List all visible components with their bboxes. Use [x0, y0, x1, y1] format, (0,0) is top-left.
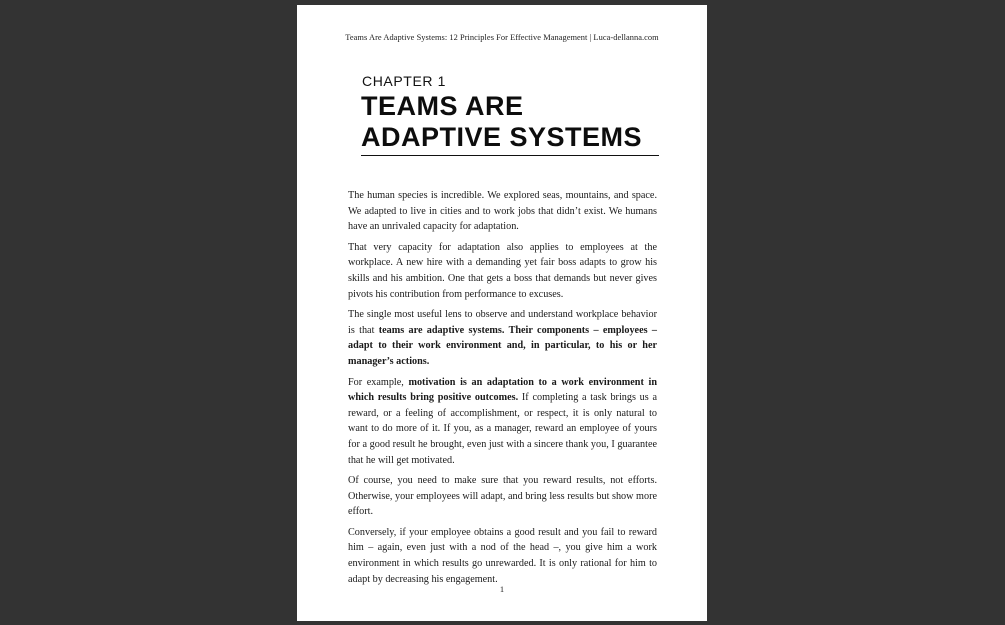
paragraph-2: That very capacity for adaptation also applies to employees at the workplace. A new hire with a demanding yet fair boss adapts to grow his skills and his ambition. One that gets a boss that demands but never gives pivots his contribution from performance to excuses.	[348, 241, 657, 300]
running-header: Teams Are Adaptive Systems: 12 Principles For Effective Management | Luca-dellanna.com	[345, 33, 659, 42]
paragraph-6: Conversely, if your employee obtains a good result and you fail to reward him – again, even just with a nod of the head –, you give him a work environment in which results go unrewarded. It is only rational for him to adapt by decreasing his engagement.	[348, 526, 657, 585]
paragraph-4-text-start: For example,	[348, 376, 409, 388]
body-text	[348, 188, 657, 592]
paragraph-1: The human species is incredible. We explored seas, mountains, and space. We adapted to live in cities and to work jobs that didn’t exist. We humans have an unrivaled capacity for adaptation.	[348, 190, 657, 233]
paragraph-5: Of course, you need to make sure that you reward results, not efforts. Otherwise, your employees will adapt, and bring less results but show more effort.	[348, 475, 657, 518]
chapter-label: CHAPTER 1	[362, 73, 446, 89]
paragraph-3-text: The single most useful lens to observe and understand workplace behavior is that	[348, 309, 657, 336]
paragraph-3	[348, 307, 657, 369]
chapter-title	[361, 91, 659, 156]
chapter-title-line-1: TEAMS ARE	[361, 91, 524, 121]
paragraph-4-text-end: If completing a task brings us a reward, or a feeling of accomplishment, or respect, it is only natural to want to do more of it. If you, as a manager, reward an employee of yours for a good result he brought, even just with a sincere thank you, I guarantee that he will get motivated.	[348, 392, 657, 466]
paragraph-3-bold: teams are adaptive systems. Their components – employees – adapt to their work environment and, in particular, to his or her manager’s actions.	[348, 324, 657, 367]
paragraph-4	[348, 375, 657, 469]
paragraph-4-bold: motivation is an adaptation to a work environment in which results bring positive outcomes.	[348, 376, 657, 404]
document-page[interactable]	[297, 5, 707, 621]
page-number: 1	[499, 584, 505, 594]
chapter-title-line-2: ADAPTIVE SYSTEMS	[361, 122, 643, 152]
